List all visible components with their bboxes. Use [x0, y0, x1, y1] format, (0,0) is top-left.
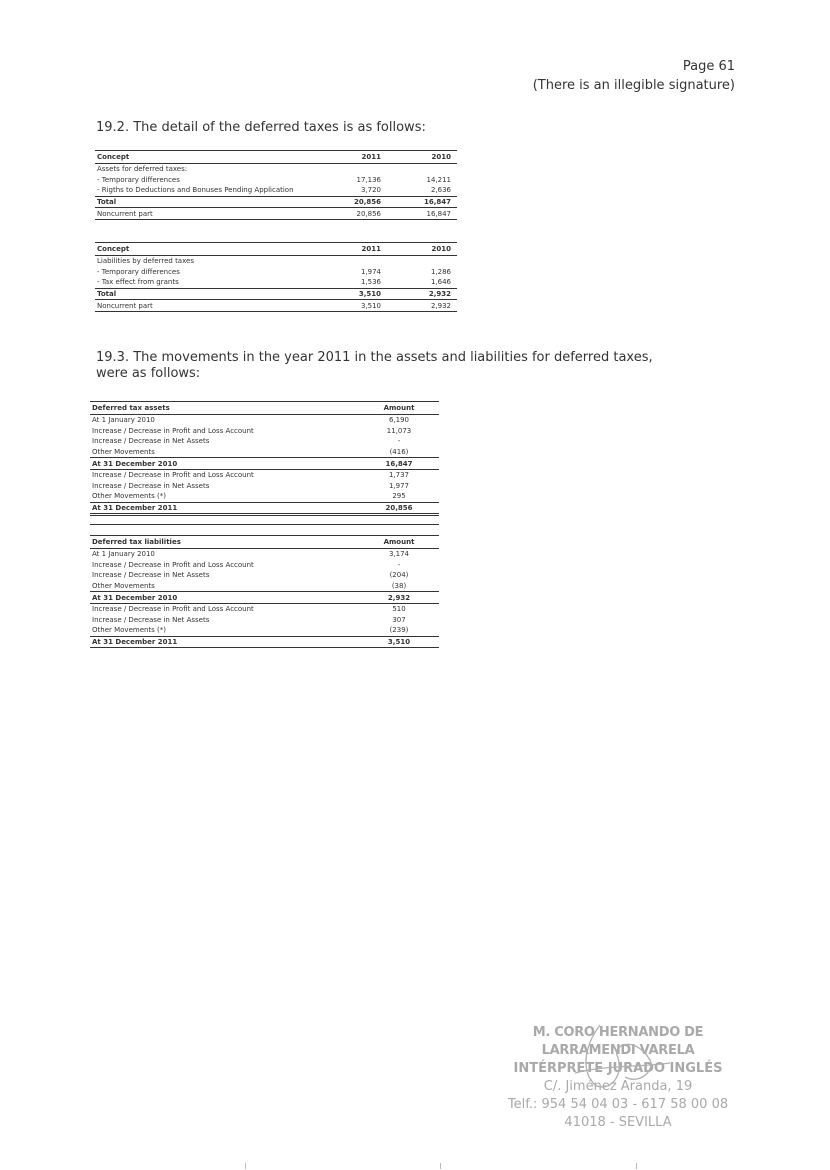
deferred-tax-assets-table — [95, 150, 457, 220]
deferred-tax-liabilities-table — [95, 242, 457, 312]
stamp-address: C/. Jiménez Aranda, 19 — [543, 1079, 693, 1094]
row-2011: 3,510 — [315, 300, 387, 312]
row-2010: 1,286 — [430, 267, 451, 276]
table-header-row — [90, 402, 439, 415]
row-2010 — [387, 256, 457, 267]
scan-mark — [440, 1163, 441, 1169]
signature-note: (There is an illegible signature) — [532, 78, 735, 93]
row-2010: 14,211 — [426, 175, 451, 184]
table-row — [95, 185, 457, 196]
row-label: Noncurrent part — [95, 208, 315, 220]
header-amount: Amount — [359, 402, 439, 415]
table-header-row — [95, 243, 457, 256]
row-amount: 16,847 — [359, 458, 439, 470]
deferred-tax-liabilities-movements-table — [90, 535, 439, 648]
page-number: Page 61 — [682, 59, 735, 74]
table-row — [95, 208, 457, 220]
row-2011: 20,856 — [315, 208, 387, 220]
row-label: At 1 January 2010 — [92, 550, 155, 559]
row-amount: 20,856 — [359, 502, 439, 515]
header-2011: 2011 — [315, 151, 387, 164]
deferred-tax-assets-movements-table — [90, 401, 439, 516]
row-amount: - — [397, 560, 401, 569]
table-row — [90, 570, 439, 581]
stamp-name: M. CORO HERNANDO DE LARRAMENDI VARELA — [532, 1025, 704, 1058]
row-label: Increase / Decrease in Profit and Loss Account — [92, 426, 254, 435]
table-row — [90, 491, 439, 502]
table-row — [95, 175, 457, 186]
row-label: Increase / Decrease in Profit and Loss Account — [92, 560, 254, 569]
row-2010: 16,847 — [387, 196, 457, 208]
row-amount: 307 — [392, 615, 406, 624]
subtotal-row — [90, 458, 439, 470]
row-amount: 295 — [359, 491, 439, 502]
row-label: Other Movements (*) — [90, 491, 359, 502]
row-label: Increase / Decrease in Net Assets — [92, 615, 210, 624]
row-amount: (416) — [359, 447, 439, 458]
row-amount: 3,174 — [388, 550, 410, 559]
row-2010 — [387, 164, 457, 175]
row-label: At 31 December 2010 — [90, 592, 359, 604]
row-2010: 16,847 — [387, 208, 457, 220]
row-label: Other Movements — [90, 581, 359, 592]
table-row — [95, 277, 457, 288]
row-label: Noncurrent part — [95, 300, 315, 312]
row-2010: 1,646 — [387, 277, 457, 288]
row-amount: (204) — [389, 571, 409, 580]
row-label: Increase / Decrease in Profit and Loss Account — [92, 471, 254, 480]
table-row — [90, 426, 439, 437]
row-label: - Tax effect from grants — [95, 277, 315, 288]
row-label: Increase / Decrease in Profit and Loss Account — [92, 605, 254, 614]
section-19-3-title-line2: were as follows: — [96, 366, 201, 381]
table-separator-rule — [90, 524, 439, 525]
row-amount: 1,737 — [388, 471, 410, 480]
stamp-title: INTÉRPRETE JURADO INGLÉS — [513, 1061, 723, 1076]
row-amount: 2,932 — [359, 592, 439, 604]
table-header-row — [95, 151, 457, 164]
row-label: Other Movements — [90, 447, 359, 458]
header-concept: Concept — [95, 243, 315, 256]
table-row — [90, 603, 439, 614]
table-row — [95, 164, 457, 175]
row-label: At 31 December 2011 — [90, 636, 359, 648]
row-label: - Temporary differences — [97, 175, 180, 184]
section-19-3-title-line1: 19.3. The movements in the year 2011 in the assets and liabilities for deferred taxes, — [96, 350, 653, 365]
total-row — [90, 636, 439, 648]
header-2011: 2011 — [315, 243, 387, 256]
stamp-city: 41018 - SEVILLA — [564, 1115, 672, 1130]
table-row — [95, 256, 457, 267]
row-label: At 31 December 2010 — [90, 458, 359, 470]
header-concept: Concept — [95, 151, 315, 164]
row-2011: 1,536 — [315, 277, 387, 288]
table-row — [90, 615, 439, 626]
row-2011 — [315, 164, 387, 175]
row-amount: - — [397, 437, 401, 446]
row-2010: 2,932 — [387, 300, 457, 312]
row-label: Other Movements (*) — [90, 625, 359, 636]
subtotal-row — [90, 592, 439, 604]
row-label: Assets for deferred taxes: — [97, 165, 188, 174]
row-2011: 20,856 — [315, 196, 387, 208]
table-row — [90, 415, 439, 426]
row-amount: 6,190 — [388, 416, 410, 425]
row-label: At 31 December 2011 — [90, 502, 359, 515]
row-amount: 11,073 — [386, 426, 412, 435]
header-deferred-tax-assets: Deferred tax assets — [90, 402, 359, 415]
row-amount: 1,977 — [388, 481, 410, 490]
row-amount: (239) — [359, 625, 439, 636]
row-label: Increase / Decrease in Net Assets — [92, 481, 210, 490]
header-deferred-tax-liabilities: Deferred tax liabilities — [90, 536, 359, 549]
section-19-2-title: 19.2. The detail of the deferred taxes is as follows: — [96, 120, 426, 135]
row-2010: 2,932 — [387, 288, 457, 300]
header-amount: Amount — [359, 536, 439, 549]
table-row — [90, 447, 439, 458]
row-label: At 1 January 2010 — [92, 416, 155, 425]
row-label: Increase / Decrease in Net Assets — [92, 571, 210, 580]
handwritten-signature — [555, 1015, 675, 1095]
row-2011: 17,136 — [356, 175, 381, 184]
row-2010: 2,636 — [387, 185, 457, 196]
table-row — [90, 436, 439, 447]
table-row — [90, 469, 439, 480]
row-label: Total — [95, 288, 315, 300]
row-label: Increase / Decrease in Net Assets — [92, 437, 210, 446]
row-label: - Temporary differences — [97, 267, 180, 276]
table-row — [95, 267, 457, 278]
row-2011: 3,720 — [315, 185, 387, 196]
row-label: Total — [95, 196, 315, 208]
table-row — [90, 549, 439, 560]
scan-mark — [636, 1163, 637, 1169]
table-row — [90, 625, 439, 636]
row-amount: 3,510 — [359, 636, 439, 648]
row-amount: 510 — [392, 605, 406, 614]
row-label: Liabilities by deferred taxes — [97, 257, 194, 266]
header-2010: 2010 — [387, 151, 457, 164]
row-label: - Rigths to Deductions and Bonuses Pending Application — [95, 185, 315, 196]
row-2011: 1,974 — [360, 267, 381, 276]
header-2010: 2010 — [387, 243, 457, 256]
scan-mark — [245, 1163, 246, 1169]
total-row — [95, 288, 457, 300]
table-row — [90, 581, 439, 592]
table-row — [95, 300, 457, 312]
row-amount: (38) — [359, 581, 439, 592]
total-row — [95, 196, 457, 208]
table-header-row — [90, 536, 439, 549]
row-2011: 3,510 — [315, 288, 387, 300]
total-row — [90, 502, 439, 515]
section-19-3-title — [96, 350, 653, 382]
row-2011 — [315, 256, 387, 267]
table-row — [90, 560, 439, 571]
stamp-phone: Telf.: 954 54 04 03 - 617 58 00 08 — [507, 1097, 729, 1112]
table-row — [90, 481, 439, 492]
